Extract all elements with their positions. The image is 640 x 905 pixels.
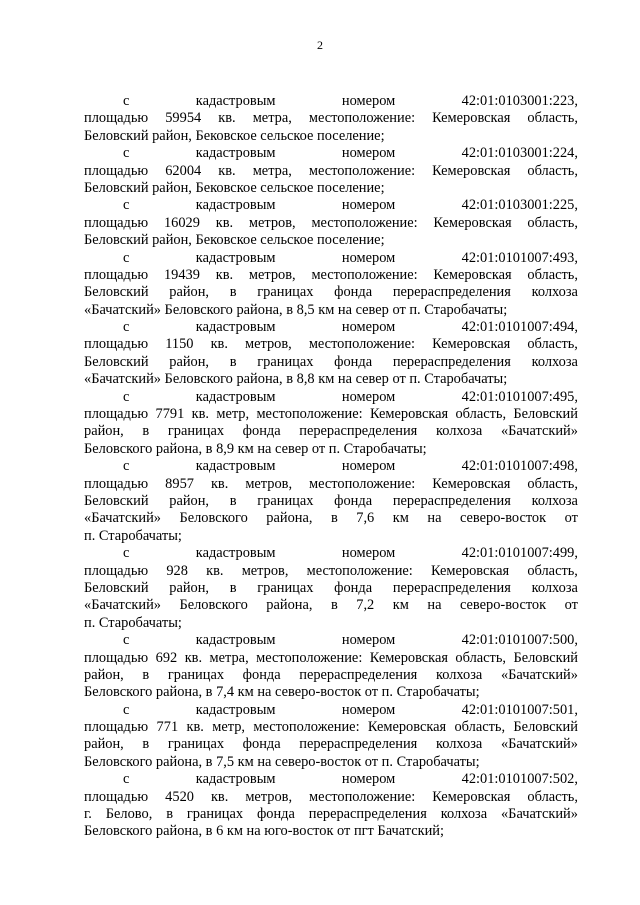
cadastral-entry (84, 632, 578, 702)
text-line: г. Белово, в границах фонда перераспределения колхоза «Бачатский» (84, 806, 578, 823)
text-line: площадью 62004 кв. метра, местоположение: Кемеровская область, (84, 162, 578, 179)
text-line: площадью 692 кв. метра, местоположение: Кемеровская область, Беловский (84, 649, 578, 666)
text-line: с кадастровым номером 42:01:0101007:493, (123, 249, 578, 266)
text-line: Беловского района, в 7,4 км на северо-восток от п. Старобачаты; (84, 684, 480, 701)
text-line: «Бачатский» Беловского района, в 7,2 км на северо-восток от (84, 597, 578, 614)
cadastral-entry (84, 93, 578, 145)
text-line: с кадастровым номером 42:01:0101007:500, (123, 632, 578, 649)
cadastral-entry (84, 145, 578, 197)
text-line: с кадастровым номером 42:01:0101007:498, (123, 458, 578, 475)
text-line: с кадастровым номером 42:01:0101007:495, (123, 388, 578, 405)
text-line: «Бачатский» Беловского района, в 7,6 км на северо-восток от (84, 510, 578, 527)
text-line: Беловского района, в 6 км на юго-восток от пгт Бачатский; (84, 823, 445, 840)
text-line: район, в границах фонда перераспределения колхоза «Бачатский» (84, 423, 578, 440)
cadastral-entry (84, 319, 578, 389)
text-line: Беловский район, в границах фонда перераспределения колхоза (84, 579, 578, 596)
text-line: с кадастровым номером 42:01:0101007:499, (123, 545, 578, 562)
text-line: Беловский район, Бековское сельское поселение; (84, 127, 385, 144)
text-line: площадью 8957 кв. метров, местоположение: Кемеровская область, (84, 475, 578, 492)
document-body (84, 93, 578, 841)
page-number: 2 (317, 38, 323, 52)
text-line: Беловского района, в 8,9 км на север от п. Старобачаты; (84, 440, 427, 457)
text-line: с кадастровым номером 42:01:0103001:224, (123, 145, 578, 162)
cadastral-entry (84, 545, 578, 632)
text-line: площадью 7791 кв. метр, местоположение: Кемеровская область, Беловский (84, 406, 578, 423)
text-line: с кадастровым номером 42:01:0101007:501, (123, 701, 578, 718)
text-line: Беловский район, в границах фонда перераспределения колхоза (84, 284, 578, 301)
text-line: с кадастровым номером 42:01:0103001:225, (123, 197, 578, 214)
cadastral-entry (84, 197, 578, 249)
text-line: с кадастровым номером 42:01:0101007:502, (123, 771, 578, 788)
text-line: с кадастровым номером 42:01:0103001:223, (123, 93, 578, 109)
text-line: площадью 1150 кв. метров, местоположение: Кемеровская область, (84, 336, 578, 353)
text-line: район, в границах фонда перераспределения колхоза «Бачатский» (84, 736, 578, 753)
text-line: Беловский район, в границах фонда перераспределения колхоза (84, 492, 578, 509)
text-line: п. Старобачаты; (84, 527, 182, 544)
cadastral-entry (84, 389, 578, 459)
text-line: «Бачатский» Беловского района, в 8,5 км на север от п. Старобачаты; (84, 301, 508, 318)
cadastral-entry (84, 702, 578, 772)
text-line: Беловского района, в 7,5 км на северо-восток от п. Старобачаты; (84, 753, 480, 770)
text-line: с кадастровым номером 42:01:0101007:494, (123, 319, 578, 336)
text-line: площадью 771 кв. метр, местоположение: Кемеровская область, Беловский (84, 719, 578, 736)
text-line: площадью 4520 кв. метров, местоположение: Кемеровская область, (84, 788, 578, 805)
text-line: Беловский район, в границах фонда перераспределения колхоза (84, 353, 578, 370)
text-line: п. Старобачаты; (84, 614, 182, 631)
text-line: Беловский район, Бековское сельское поселение; (84, 232, 385, 249)
cadastral-entry (84, 458, 578, 545)
cadastral-entry (84, 250, 578, 320)
cadastral-entry (84, 771, 578, 841)
text-line: площадью 928 кв. метров, местоположение: Кемеровская область, (84, 562, 578, 579)
text-line: «Бачатский» Беловского района, в 8,8 км на север от п. Старобачаты; (84, 371, 508, 388)
text-line: площадью 19439 кв. метров, местоположение: Кемеровская область, (84, 266, 578, 283)
text-line: площадью 59954 кв. метра, местоположение: Кемеровская область, (84, 110, 578, 127)
text-line: площадью 16029 кв. метров, местоположение: Кемеровская область, (84, 214, 578, 231)
text-line: район, в границах фонда перераспределения колхоза «Бачатский» (84, 666, 578, 683)
text-line: Беловский район, Бековское сельское поселение; (84, 179, 385, 196)
